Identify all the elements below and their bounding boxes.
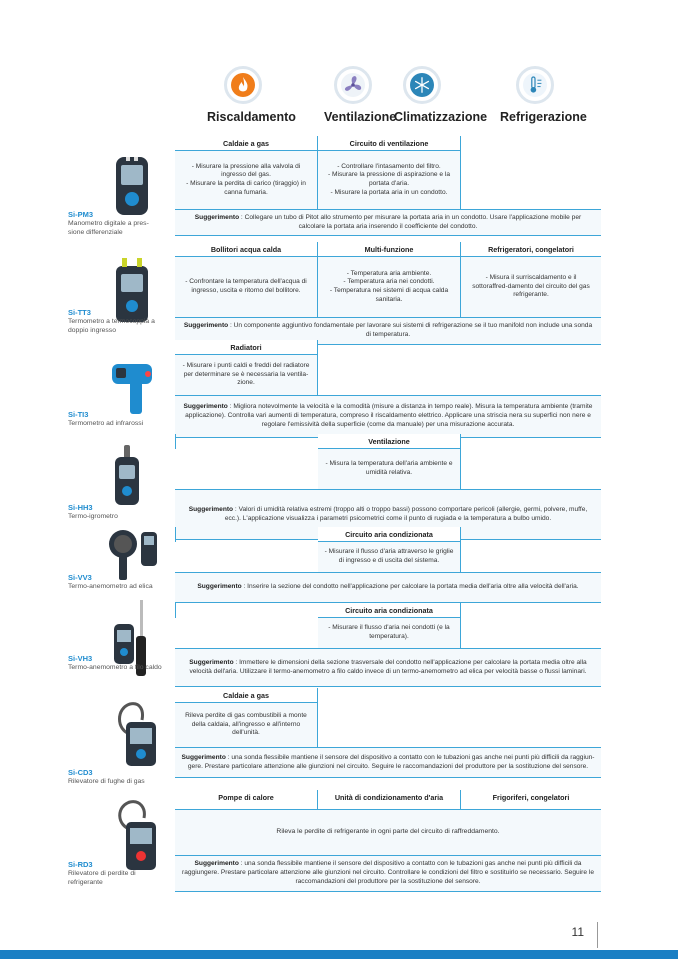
suggestion-text — [175, 748, 601, 777]
product-name: Termo-anemometro ad elica — [68, 583, 153, 590]
column-header: Circuito di ventilazione — [318, 136, 461, 151]
suggestion-text — [175, 649, 601, 686]
suggestion-body: : Valori di umidità relativa estremi (troppo alti o troppo bassi) possono comportare pericoli (allergie, germi, polvere, muffe, ecc.). L'applicazione visualizza i parametri psicometrici come il punto di rugiada e la temperatura a bulbo umido. — [224, 505, 588, 522]
usage-cell — [175, 542, 318, 572]
product-code: Si-RD3 — [68, 860, 93, 869]
column-climatization-label: Climatizzazione — [394, 110, 488, 124]
page-number-divider — [597, 922, 598, 948]
usage-cell: - Misurare la pressione alla valvola di ingresso del gas. - Misurare la perdita di carico (tiraggio) in canna fumaria. — [175, 151, 318, 209]
column-header: Unità di condizionamento d'aria — [318, 790, 461, 810]
usage-cell: - Misurare il flusso d'aria nei condotti (e la temperatura). — [318, 618, 461, 648]
suggestion-label: Suggerimento — [188, 505, 234, 513]
suggestion-content — [181, 754, 595, 772]
product-code: Si-VH3 — [68, 654, 93, 663]
usage-cell — [461, 542, 601, 572]
usage-cell — [461, 618, 601, 648]
suggestion-body: : Collegare un tubo di Pitot allo strumento per misurare la portata aria in un condotto. Usare l'applicazione mobile per calcolare la portata aria inserendo il coefficiente del condotto. — [239, 213, 582, 230]
product-code: Si-HH3 — [68, 503, 93, 512]
suggestion-text — [175, 396, 601, 437]
usage-cell: - Temperatura aria ambiente. - Temperatura aria nei condotti. - Temperatura nei sistemi di acqua calda sanitaria. — [318, 257, 461, 317]
suggestion-label: Suggerimento — [189, 658, 234, 666]
usage-cell — [461, 449, 601, 489]
snowflake-icon — [403, 66, 441, 104]
product-name: Termo-anemometro a filo caldo — [68, 664, 162, 671]
column-heating-label: Riscaldamento — [207, 110, 296, 124]
suggestion-content — [181, 322, 595, 340]
product-name: Termo-igrometro — [68, 513, 118, 520]
row-bottom-border — [175, 891, 601, 892]
column-header: Caldaie a gas — [175, 136, 318, 151]
usage-cell — [318, 355, 461, 395]
suggestion-text — [175, 210, 601, 235]
suggestion-label: Suggerimento — [197, 583, 242, 591]
column-header: Circuito aria condizionata — [318, 603, 461, 618]
product-name: Termometro a termocoppia a doppio ingresso — [68, 318, 155, 334]
product-name: Manometro digitale a pres- sione differenziale — [68, 220, 149, 236]
column-ventilation-label: Ventilazione — [324, 110, 397, 124]
product-image-si-cd3 — [112, 700, 162, 773]
product-image-si-hh3 — [112, 445, 142, 512]
fan-icon — [334, 66, 372, 104]
column-refrigeration-label: Refrigerazione — [500, 110, 587, 124]
product-image-si-ti3 — [108, 360, 156, 423]
suggestion-body: : Inserire la sezione del condotto nell'applicazione per calcolare la portata media dell'aria oltre alla velocità dell'aria. — [241, 583, 579, 591]
column-header: Frigoriferi, congelatori — [461, 790, 601, 810]
column-header: Ventilazione — [318, 434, 461, 449]
usage-cell — [318, 703, 461, 747]
usage-cell — [175, 449, 318, 489]
usage-cell: - Misura il surriscaldamento e il sottoraffred-damento del circuito del gas refrigerante. — [461, 257, 601, 317]
suggestion-body: : Immettere le dimensioni della sezione trasversale del condotto nell'applicazione per calcolare la portata media oltre alla velocità dell'aria. Utilizzare il termo-anemometro a filo caldo invece di un termo-anemometro ad elica per velocità basse o flussi laminari. — [189, 658, 587, 675]
usage-cell — [461, 151, 601, 209]
product-image-si-vv3 — [105, 528, 161, 587]
row-bottom-border — [175, 686, 601, 687]
suggestion-content — [197, 583, 578, 592]
suggestion-label: Suggerimento — [194, 213, 240, 221]
suggestion-body: : una sonda flessibile mantiene il sensore del dispositivo a contatto con le tubazioni gas anche nei punti più difficili da raggiun-gere. Prestare particolare attenzione alle giunzioni nel circuito. Seguire le raccomandazioni del produttore per la sostituzione del sensore. — [187, 753, 595, 770]
column-header: Multi-funzione — [318, 242, 461, 257]
usage-cell — [175, 618, 318, 648]
suggestion-content — [181, 403, 595, 430]
column-header: Radiatori — [175, 340, 318, 355]
column-header: Bollitori acqua calda — [175, 242, 318, 257]
column-header: Caldaie a gas — [175, 688, 318, 703]
product-name: Termometro ad infrarossi — [68, 420, 144, 427]
usage-cell-wide: Rileva le perdite di refrigerante in ogni parte del circuito di raffreddamento. — [175, 810, 601, 855]
usage-cell: - Misurare i punti caldi e freddi del radiatore per determinare se è necessaria la ventila-zione. — [175, 355, 318, 395]
suggestion-label: Suggerimento — [194, 860, 239, 868]
usage-cell: - Confrontare la temperatura dell'acqua di ingresso, uscita e ritorno del bollitore. — [175, 257, 318, 317]
thermometer-cold-icon — [516, 66, 554, 104]
suggestion-body: : Migliora notevolmente la velocità e la comodità (misure a distanza in tempo reale). Misura la temperatura ambiente (tramite applicazione). Controlla vari aumenti di temperatura, compreso il riscaldamento elettrico. Applicare una striscia nera su superfici non nere e regolare l'emissività della superficie (come da manuale) per una misurazione accurata. — [185, 403, 593, 428]
usage-cell: - Misurare il flusso d'aria attraverso le griglie di ingresso e di uscita del sistema. — [318, 542, 461, 572]
row-bottom-border — [175, 235, 601, 236]
column-header: Refrigeratori, congelatori — [461, 242, 601, 257]
usage-cell: - Controllare l'intasamento del filtro. - Misurare la pressione di aspirazione e la portata d'aria. - Misurare la portata aria in un condotto. — [318, 151, 461, 209]
row-bottom-border — [175, 777, 601, 778]
suggestion-label: Suggerimento — [183, 322, 229, 330]
bottom-bar — [0, 950, 678, 959]
suggestion-label: Suggerimento — [183, 403, 228, 411]
suggestion-text — [175, 856, 601, 891]
suggestion-content — [181, 506, 595, 524]
usage-cell: Rileva perdite di gas combustibili a monte della caldaia, all'ingresso e all'interno dell'unità. — [175, 703, 318, 747]
suggestion-content — [181, 860, 595, 887]
product-code: Si-TI3 — [68, 410, 89, 419]
usage-cell — [461, 703, 601, 747]
product-image-si-vh3 — [112, 600, 156, 689]
product-code: Si-CD3 — [68, 768, 93, 777]
suggestion-content — [181, 659, 595, 677]
usage-cell: - Misura la temperatura dell'aria ambiente e umidità relativa. — [318, 449, 461, 489]
product-name: Rilevatore di fughe di gas — [68, 778, 145, 785]
product-image-si-pm3 — [112, 155, 152, 222]
product-image-si-rd3 — [112, 800, 162, 877]
suggestion-body: : Un componente aggiuntivo fondamentale per lavorare sui sistemi di refrigerazione se il tuo manifold non include una sonda di temperatura. — [228, 322, 593, 338]
suggestion-body: : una sonda flessibile mantiene il sensore del dispositivo a contatto con le tubazioni gas anche nei punti più difficili da raggiungere. Prestare particolare attenzione alle giunzioni nel circuito. Controllare le condizioni del filtro e sostituirlo se necessario. Seguire le raccomandazioni del produttore per la sostituzione del sensore. — [182, 860, 594, 885]
suggestion-content — [181, 214, 595, 232]
heating-icon — [224, 66, 262, 104]
product-code: Si-PM3 — [68, 210, 94, 219]
column-header: Circuito aria condizionata — [318, 527, 461, 542]
product-name: Rilevatore di perdite di refrigerante — [68, 870, 136, 886]
usage-cell — [461, 355, 601, 395]
column-header: Pompe di calore — [175, 790, 318, 810]
product-code: Si-TT3 — [68, 308, 91, 317]
suggestion-label: Suggerimento — [181, 753, 226, 761]
page-number: 11 — [571, 925, 584, 939]
product-code: Si-VV3 — [68, 573, 92, 582]
suggestion-text — [175, 573, 601, 602]
